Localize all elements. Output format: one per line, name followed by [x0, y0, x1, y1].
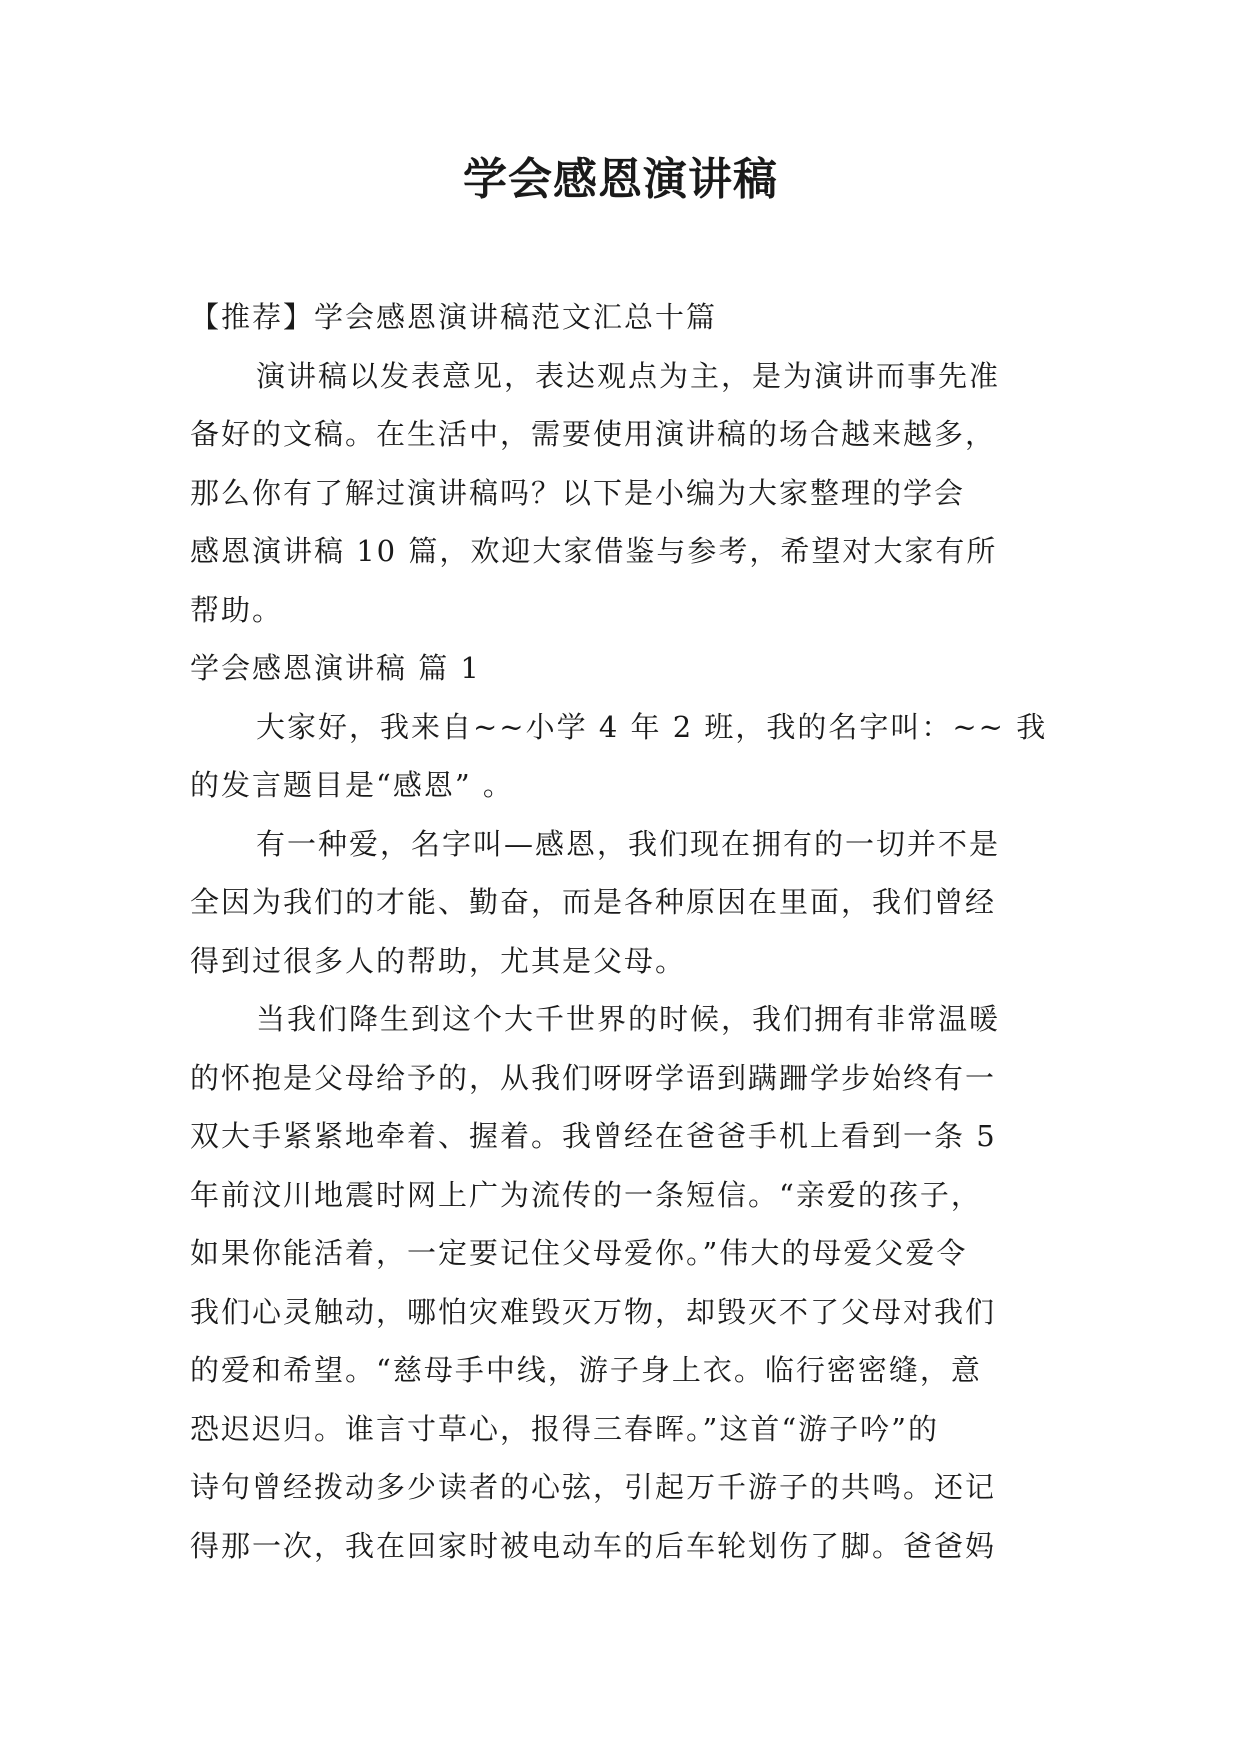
paragraph-line: 年前汶川地震时网上广为流传的一条短信。“亲爱的孩子，	[190, 1177, 982, 1212]
paragraph-line: 演讲稿以发表意见，表达观点为主，是为演讲而事先准	[256, 358, 1001, 393]
paragraph-line: 的爱和希望。“慈母手中线，游子身上衣。临行密密缝，意	[190, 1353, 982, 1387]
paragraph-line: 帮助。	[190, 592, 284, 627]
paragraph-line: 如果你能活着，一定要记住父母爱你。”伟大的母爱父爱令	[190, 1236, 968, 1270]
paragraph-line: 当我们降生到这个大千世界的时候，我们拥有非常温暖	[256, 1002, 1001, 1036]
paragraph-line: 双大手紧紧地牵着、握着。我曾经在爸爸手机上看到一条 5	[190, 1119, 997, 1153]
paragraph-line: 全因为我们的才能、勤奋，而是各种原因在里面，我们曾经	[190, 885, 997, 919]
paragraph-line: 有一种爱，名字叫—感恩，我们现在拥有的一切并不是	[256, 826, 1001, 861]
paragraph-line: 那么你有了解过演讲稿吗？以下是小编为大家整理的学会	[190, 475, 966, 510]
paragraph-line: 的发言题目是“感恩” 。	[190, 768, 514, 802]
paragraph-line: 诗句曾经拨动多少读者的心弦，引起万千游子的共鸣。还记	[190, 1470, 997, 1504]
paragraph-line: 得那一次，我在回家时被电动车的后车轮划伤了脚。爸爸妈	[190, 1528, 997, 1563]
paragraph-line: 我们心灵触动，哪怕灾难毁灭万物，却毁灭不了父母对我们	[190, 1294, 997, 1329]
paragraph-line: 大家好，我来自~~小学 4 年 2 班，我的名字叫：~~ 我	[256, 709, 1048, 744]
paragraph-line: 恐迟迟归。谁言寸草心，报得三春晖。”这首“游子吟”的	[190, 1411, 939, 1446]
paragraph-line: 的怀抱是父母给予的，从我们呀呀学语到蹒跚学步始终有一	[190, 1060, 997, 1095]
subtitle-line: 【推荐】学会感恩演讲稿范文汇总十篇	[190, 300, 718, 334]
paragraph-line: 备好的文稿。在生活中，需要使用演讲稿的场合越来越多，	[190, 417, 997, 451]
document-title: 学会感恩演讲稿	[463, 154, 778, 205]
section-heading: 学会感恩演讲稿 篇 1	[190, 651, 481, 685]
paragraph-line: 感恩演讲稿 10 篇，欢迎大家借鉴与参考，希望对大家有所	[190, 534, 998, 568]
document-body	[190, 288, 1058, 1575]
paragraph-line: 得到过很多人的帮助，尤其是父母。	[190, 943, 687, 978]
